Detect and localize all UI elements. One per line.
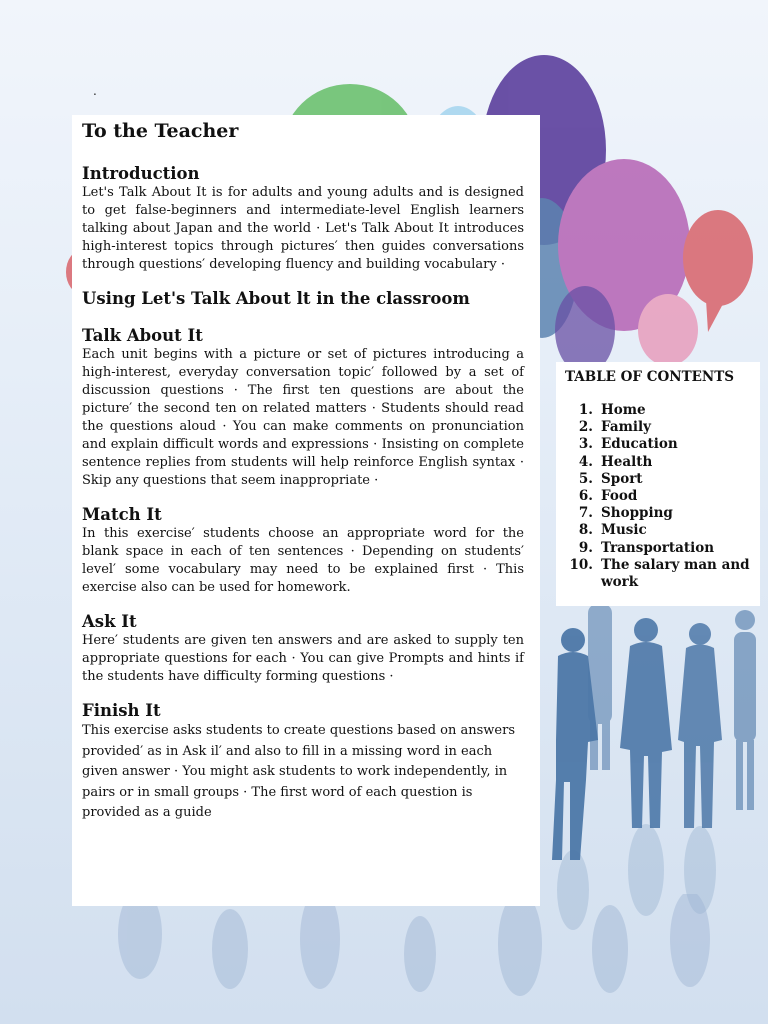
toc-item-number: 3.	[578, 436, 593, 453]
section-heading: Ask It	[82, 612, 137, 631]
toc-item	[565, 402, 752, 419]
toc-item-label: Education	[601, 436, 678, 453]
section-introduction	[82, 163, 524, 274]
section-heading: Finish It	[82, 701, 161, 720]
toc-item-number: 4.	[578, 453, 593, 470]
section-finish-it	[82, 700, 524, 824]
toc-item-number: 2.	[578, 419, 593, 436]
toc-item	[565, 488, 752, 505]
toc-item	[565, 557, 752, 591]
toc-item-number: 10.	[569, 556, 593, 573]
purple-balloon-small	[555, 286, 615, 374]
toc-item-number: 1.	[578, 402, 593, 418]
toc-item-label: Health	[601, 453, 653, 470]
teacher-notes-panel	[72, 115, 540, 906]
toc-item-number: 8.	[578, 522, 593, 539]
section-match-it	[82, 504, 524, 597]
section-heading: Introduction	[82, 164, 200, 183]
toc-item-label: Music	[601, 522, 647, 539]
toc-item	[565, 454, 752, 471]
section-heading: Talk About It	[82, 326, 203, 345]
toc-item	[565, 436, 752, 453]
person-silhouette	[678, 623, 722, 828]
person-silhouette	[588, 579, 612, 770]
toc-item	[565, 522, 752, 539]
toc-item-number: 6.	[578, 488, 593, 505]
person-silhouette	[620, 618, 672, 828]
toc-item-label: Family	[601, 419, 651, 436]
toc-item-number: 5.	[578, 470, 593, 487]
table-of-contents	[556, 362, 760, 606]
section-heading: Match It	[82, 505, 162, 524]
section-talk-about-it	[82, 325, 524, 490]
toc-item-label: The salary man and work	[601, 556, 750, 591]
coral-balloon-tail	[706, 300, 724, 332]
section-body: Each unit begins with a picture or set of pictures introducing a high-interest, everyday conversation topic′ followed by a set of discussion questions · The first ten questions are about the picture′ the second ten on related matters · Students should read the questions aloud · You can make comments on pronunciation and explain difficult words and expressions · Insisting on complete sentence replies from students will help reinforce English syntax · Skip any questions that seem inappropriate ·	[82, 347, 524, 488]
toc-item	[565, 505, 752, 522]
person-silhouette	[734, 610, 756, 810]
toc-item-label: Food	[601, 488, 638, 505]
toc-item-label: Home	[601, 402, 646, 418]
toc-list	[565, 402, 752, 591]
toc-item	[565, 471, 752, 488]
pink-balloon	[638, 294, 698, 366]
toc-item-number: 7.	[578, 505, 593, 522]
toc-item-label: Sport	[601, 470, 643, 487]
toc-item	[565, 540, 752, 557]
page-mark: .	[93, 84, 97, 98]
classroom-heading: Using Let's Talk About lt in the classroom	[82, 289, 470, 308]
toc-item-number: 9.	[578, 539, 593, 556]
toc-title: TABLE OF CONTENTS	[565, 369, 735, 385]
section-body: Here′ students are given ten answers and are asked to supply ten appropriate questions for each · You can give Prompts and hints if the students have difficulty forming questions ·	[82, 633, 524, 684]
reflection-silhouettes-decoration	[0, 894, 768, 1024]
coral-balloon-right	[683, 210, 753, 306]
section-body: This exercise asks students to create questions based on answers provided′ as in Ask il′ and also to fill in a missing word in each given answer · You might ask students to work independently, in pairs or in small groups · The first word of each question is provided as a guide	[82, 723, 515, 820]
section-body: Let's Talk About It is for adults and young adults and is designed to get false-beginners and intermediate-level English learners talking about Japan and the world · Let's Talk About It introduces high-interest topics through pictures′ then guides conversations through questions′ developing fluency and building vocabulary ·	[82, 185, 524, 272]
page-title: To the Teacher	[82, 120, 239, 142]
section-ask-it	[82, 611, 524, 686]
toc-item-label: Shopping	[601, 505, 673, 522]
toc-item-label: Transportation	[601, 539, 715, 556]
toc-item	[565, 419, 752, 436]
section-body: In this exercise′ students choose an appropriate word for the blank space in each of ten sentences · Depending on students′ level′ some vocabulary may need to be explained first · This exercise also can be used for homework.	[82, 526, 524, 595]
